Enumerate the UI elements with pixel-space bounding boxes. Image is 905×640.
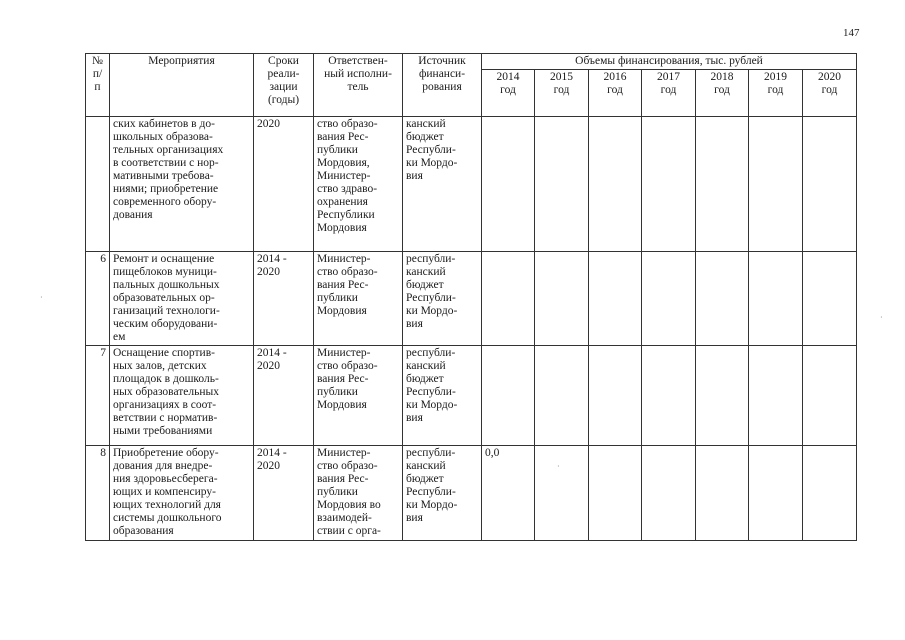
scan-speck: ·	[557, 462, 560, 471]
table-row	[86, 117, 857, 252]
row-term: 2014 - 2020	[254, 346, 314, 446]
header-year-2019: 2019 год	[749, 70, 803, 117]
header-year-2018: 2018 год	[696, 70, 749, 117]
row-value-2019	[749, 446, 803, 541]
row-value-2019	[749, 117, 803, 252]
row-value-2016	[589, 117, 642, 252]
row-value-2015	[535, 252, 589, 346]
row-executor: Министер- ство образо- вания Рес- публики Мордовия	[314, 252, 403, 346]
table-row	[86, 446, 857, 541]
row-activity: Ремонт и оснащение пищеблоков муници- пальных дошкольных образовательных ор- ганизаций технологи- ческим оборудовани- ем	[110, 252, 254, 346]
row-executor: ство образо- вания Рес- публики Мордовия, Министер- ство здраво- охранения Республики Мордовия	[314, 117, 403, 252]
row-value-2015	[535, 117, 589, 252]
row-executor: Министер- ство образо- вания Рес- публики Мордовия во взаимодей- ствии с орга-	[314, 446, 403, 541]
table-row	[86, 346, 857, 446]
row-value-2019	[749, 346, 803, 446]
header-year-2014: 2014 год	[482, 70, 535, 117]
row-value-2017	[642, 446, 696, 541]
row-value-2016	[589, 346, 642, 446]
row-value-2018	[696, 346, 749, 446]
funding-table	[85, 53, 857, 541]
row-term: 2020	[254, 117, 314, 252]
row-num: 6	[86, 252, 110, 346]
row-value-2014	[482, 252, 535, 346]
row-activity: ских кабинетов в до- школьных образова- тельных организациях в соответствии с нор- мативными требова- ниями; приобретение современного обору- дования	[110, 117, 254, 252]
row-value-2017	[642, 346, 696, 446]
header-year-2020: 2020 год	[803, 70, 857, 117]
row-activity: Приобретение обору- дования для внедре- ния здоровьесберега- ющих и компенсиру- ющих технологий для системы дошкольного образования	[110, 446, 254, 541]
row-value-2014	[482, 117, 535, 252]
row-value-2017	[642, 117, 696, 252]
row-activity: Оснащение спортив- ных залов, детских площадок в дошколь- ных образовательных организациях в соот- ветствии с норматив- ными требованиями	[110, 346, 254, 446]
row-source: канский бюджет Республи- ки Мордо- вия	[403, 117, 482, 252]
row-value-2020	[803, 346, 857, 446]
header-source: Источник финанси- рования	[403, 54, 482, 117]
row-value-2016	[589, 252, 642, 346]
row-num: 7	[86, 346, 110, 446]
row-value-2020	[803, 252, 857, 346]
row-value-2014	[482, 346, 535, 446]
header-activity: Мероприятия	[110, 54, 254, 117]
row-value-2016	[589, 446, 642, 541]
header-funding: Объемы финансирования, тыс. рублей	[482, 54, 857, 70]
page-number: 147	[843, 27, 860, 39]
header-num: № п/ п	[86, 54, 110, 117]
row-value-2014: 0,0	[482, 446, 535, 541]
header-year-2017: 2017 год	[642, 70, 696, 117]
header-executor: Ответствен- ный исполни- тель	[314, 54, 403, 117]
row-value-2018	[696, 117, 749, 252]
header-year-2015: 2015 год	[535, 70, 589, 117]
table-row	[86, 252, 857, 346]
scan-speck: ·	[880, 313, 883, 322]
row-value-2018	[696, 252, 749, 346]
header-term: Сроки реали- зации (годы)	[254, 54, 314, 117]
row-source: республи- канский бюджет Республи- ки Мордо- вия	[403, 252, 482, 346]
row-value-2015	[535, 346, 589, 446]
row-value-2020	[803, 117, 857, 252]
header-year-2016: 2016 год	[589, 70, 642, 117]
row-term: 2014 - 2020	[254, 252, 314, 346]
scan-speck: ·	[40, 293, 43, 302]
row-value-2018	[696, 446, 749, 541]
row-value-2020	[803, 446, 857, 541]
row-value-2019	[749, 252, 803, 346]
row-source: республи- канский бюджет Республи- ки Мордо- вия	[403, 446, 482, 541]
row-num: 8	[86, 446, 110, 541]
row-num	[86, 117, 110, 252]
row-source: республи- канский бюджет Республи- ки Мордо- вия	[403, 346, 482, 446]
row-executor: Министер- ство образо- вания Рес- публики Мордовия	[314, 346, 403, 446]
row-value-2015	[535, 446, 589, 541]
row-value-2017	[642, 252, 696, 346]
row-term: 2014 - 2020	[254, 446, 314, 541]
header-row	[86, 54, 857, 70]
